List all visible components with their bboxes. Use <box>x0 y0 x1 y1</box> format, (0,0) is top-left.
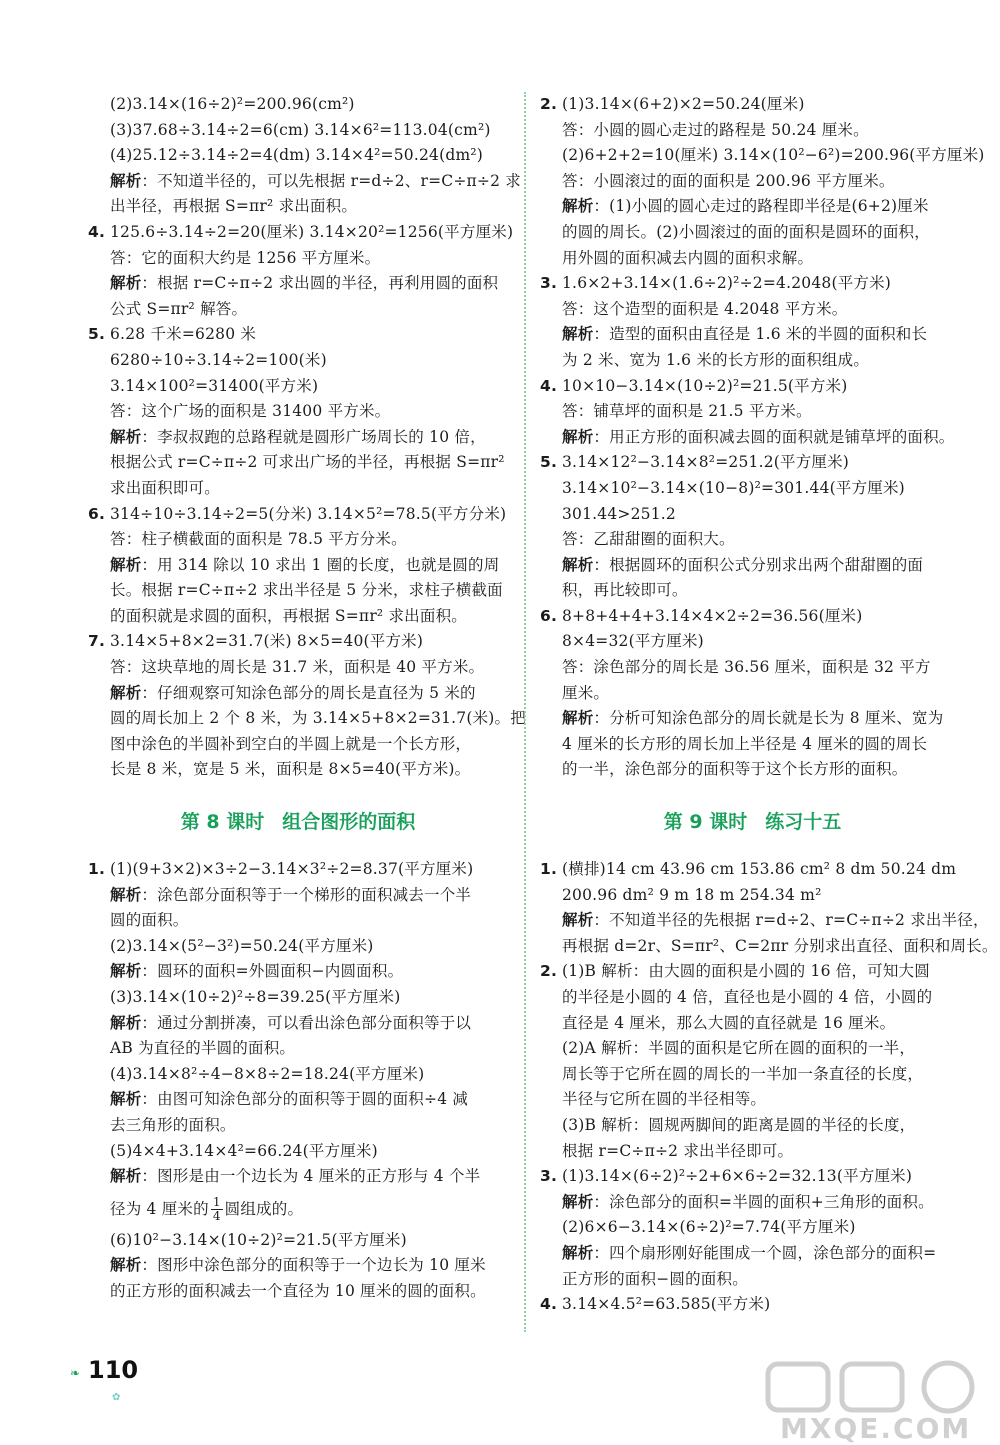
analysis-line <box>88 681 508 707</box>
fraction-line <box>88 1190 508 1228</box>
question-number: 1. <box>88 860 106 879</box>
fraction <box>211 1196 223 1223</box>
line-text: 的正方形的面积减去一个直径为 10 厘米的圆的面积。 <box>110 1281 486 1300</box>
answer-line <box>540 1267 965 1293</box>
question-line <box>88 220 514 246</box>
analysis-line <box>88 1011 508 1037</box>
line-text: ：李叔叔跑的总路程就是圆形广场周长的 10 倍， <box>141 427 486 446</box>
line-text: 直径是 4 厘米，那么大圆的直径就是 16 厘米。 <box>562 1013 896 1032</box>
answer-line <box>88 92 508 118</box>
line-text: 正方形的面积−圆的面积。 <box>562 1269 748 1288</box>
analysis-label: 解析 <box>110 1256 142 1275</box>
column-divider <box>524 92 526 1332</box>
answer-line <box>88 1139 508 1165</box>
line-text: 200.96 dm² 9 m 18 m 254.34 m² <box>562 885 822 904</box>
answer-line <box>88 374 508 400</box>
answer-line <box>540 399 965 425</box>
line-text: 的一半，涂色部分的面积等于这个长方形的面积。 <box>562 760 908 779</box>
answer-line <box>88 1062 508 1088</box>
answer-line <box>88 246 508 272</box>
line-text: (5)4×4+3.14×4²=66.24(平方厘米) <box>110 1141 378 1160</box>
line-text: (2)A 解析：半圆的面积是它所在圆的面积的一半， <box>562 1039 916 1058</box>
answer-line <box>540 169 965 195</box>
analysis-line <box>88 1253 508 1279</box>
line-text: 答：这个广场的面积是 31400 平方米。 <box>110 402 391 421</box>
line-text: 125.6÷3.14÷2=20(厘米) 3.14×20²=1256(平方厘米) <box>110 222 514 241</box>
question-line <box>540 959 965 985</box>
line-text: 3.14×10²−3.14×(10−8)²=301.44(平方厘米) <box>562 478 905 497</box>
line-text: 答：乙甜甜圈的面积大。 <box>562 530 735 549</box>
answer-line <box>540 1215 965 1241</box>
question-number: 4. <box>540 1295 558 1314</box>
line-text: 1.6×2+3.14×(1.6÷2)²÷2=4.2048(平方米) <box>562 274 892 293</box>
answer-line <box>540 1139 965 1165</box>
analysis-label: 解析 <box>110 427 142 446</box>
lesson-label: 第 8 课时 <box>180 811 265 834</box>
line-text: (3)B 解析：圆规两脚间的距离是圆的半径的长度， <box>562 1115 916 1134</box>
analysis-label: 解析 <box>562 197 594 216</box>
line-text: 根据 r=C÷π÷2 求出半径即可。 <box>562 1141 794 1160</box>
question-line <box>88 857 508 883</box>
answer-line <box>540 629 965 655</box>
answer-line <box>88 476 508 502</box>
line-text: 周长等于它所在圆的周长的一半加一条直径的长度， <box>562 1064 924 1083</box>
line-text: (2)3.14×(5²−3²)=50.24(平方厘米) <box>110 936 374 955</box>
line-text: ：(1)小圆的圆心走过的路程即半径是(6+2)厘米 <box>593 197 929 216</box>
analysis-label: 解析 <box>110 885 142 904</box>
line-text: 314÷10÷3.14÷2=5(分米) 3.14×5²=78.5(平方分米) <box>110 504 507 523</box>
answer-line <box>540 934 998 960</box>
line-text: 再根据 d=2r、S=πr²、C=2πr 分别求出直径、面积和周长。 <box>562 936 998 955</box>
analysis-line <box>88 1164 508 1190</box>
line-text: 为 2 米、宽为 1.6 米的长方形的面积组成。 <box>562 350 870 369</box>
line-text: 6.28 千米=6280 米 <box>110 325 257 344</box>
answer-line <box>540 1011 965 1037</box>
analysis-label: 解析 <box>110 555 142 574</box>
analysis-line <box>88 425 508 451</box>
answer-line <box>540 502 965 528</box>
answer-line <box>88 450 508 476</box>
line-text: ：根据圆环的面积公式分别求出两个甜甜圈的面 <box>593 555 924 574</box>
answer-line <box>88 578 508 604</box>
analysis-line <box>540 706 965 732</box>
lesson-label: 第 9 课时 <box>663 811 748 834</box>
line-text: 301.44>251.2 <box>562 504 676 523</box>
question-line <box>540 92 965 118</box>
answer-line <box>540 297 965 323</box>
line-text: ：图形中涂色部分的面积等于一个边长为 10 厘米 <box>141 1256 486 1275</box>
section-heading <box>540 797 965 847</box>
line-text: (1)3.14×(6+2)×2=50.24(厘米) <box>562 95 805 113</box>
line-text: 去三角形的面积。 <box>110 1115 236 1134</box>
answer-line <box>88 194 508 220</box>
analysis-label: 解析 <box>562 427 594 446</box>
question-number: 4. <box>540 376 558 395</box>
question-number: 3. <box>540 1167 558 1186</box>
answer-line <box>540 1087 965 1113</box>
line-text: 求出面积即可。 <box>110 478 220 497</box>
analysis-line <box>88 553 508 579</box>
line-text: ：根据 r=C÷π÷2 求出圆的半径，再利用圆的面积 <box>141 274 499 293</box>
analysis-label: 解析 <box>562 555 594 574</box>
question-number: 4. <box>88 222 106 241</box>
line-text: 圆的周长加上 2 个 8 米，为 3.14×5+8×2=31.7(米)。把 <box>110 709 526 728</box>
answer-line <box>540 527 965 553</box>
question-number: 5. <box>88 325 106 344</box>
line-text: 长是 8 米，宽是 5 米，面积是 8×5=40(平方米)。 <box>110 760 471 779</box>
answer-line <box>88 732 508 758</box>
answer-line <box>88 1279 508 1305</box>
line-text: ：用正方形的面积减去圆的面积就是铺草坪的面积。 <box>593 427 955 446</box>
analysis-label: 解析 <box>562 1192 594 1211</box>
line-text: (4)3.14×8²÷4−8×8÷2=18.24(平方厘米) <box>110 1064 425 1083</box>
answer-line <box>540 985 965 1011</box>
line-text: 答：涂色部分的周长是 36.56 厘米，面积是 32 平方 <box>562 658 931 677</box>
answer-line <box>540 220 965 246</box>
analysis-line <box>540 194 965 220</box>
analysis-label: 解析 <box>110 962 142 981</box>
analysis-line <box>540 1190 965 1216</box>
answer-line <box>540 655 965 681</box>
line-text: 答：它的面积大约是 1256 平方厘米。 <box>110 248 381 267</box>
line-text: 的圆的周长。(2)小圆滚过的面的面积是圆环的面积， <box>562 222 930 241</box>
answer-line <box>540 757 965 783</box>
answer-line <box>88 908 508 934</box>
answer-line <box>540 1062 965 1088</box>
line-text: 答：小圆滚过的面的面积是 200.96 平方厘米。 <box>562 171 895 190</box>
line-text: 图中涂色的半圆补到空白的半圆上就是一个长方形， <box>110 734 472 753</box>
question-line <box>88 322 508 348</box>
question-line <box>88 502 508 528</box>
line-text: 径为 4 厘米的 <box>110 1199 209 1218</box>
answer-line <box>540 681 965 707</box>
analysis-label: 解析 <box>110 274 142 293</box>
line-text: 的半径是小圆的 4 倍，直径也是小圆的 4 倍，小圆的 <box>562 988 933 1006</box>
question-line <box>540 1292 965 1318</box>
analysis-line <box>540 322 965 348</box>
line-text: (1)(9+3×2)×3÷2−3.14×3²÷2=8.37(平方厘米) <box>110 860 474 879</box>
line-text: ：分析可知涂色部分的周长就是长为 8 厘米、宽为 <box>593 709 944 728</box>
line-text: ：仔细观察可知涂色部分的周长是直径为 5 米的 <box>141 683 476 702</box>
line-text: ：涂色部分面积等于一个梯形的面积减去一个半 <box>141 885 472 904</box>
section-heading <box>88 797 508 847</box>
answer-line <box>540 143 985 169</box>
answer-line <box>88 399 508 425</box>
line-text: ：用 314 除以 10 求出 1 圈的长度，也就是圆的周 <box>141 555 500 574</box>
analysis-line <box>540 908 989 934</box>
question-line <box>540 271 965 297</box>
line-text: 6280÷10÷3.14÷2=100(米) <box>110 350 327 369</box>
line-text: (横排)14 cm 43.96 cm 153.86 cm² 8 dm 50.24 dm <box>562 860 957 879</box>
line-text: 3.14×4.5²=63.585(平方米) <box>562 1295 771 1314</box>
line-text: (6)10²−3.14×(10÷2)²=21.5(平方厘米) <box>110 1230 407 1249</box>
line-text: 用外圆的面积减去内圆的面积求解。 <box>562 248 814 267</box>
answer-line <box>540 883 965 909</box>
analysis-label: 解析 <box>562 709 594 728</box>
line-text: ：圆环的面积=外圆面积−内圆面积。 <box>141 962 404 981</box>
line-text: 答：柱子横截面的面积是 78.5 平方分米。 <box>110 530 407 549</box>
analysis-label: 解析 <box>110 1167 142 1186</box>
answer-line <box>540 348 965 374</box>
question-line <box>540 374 965 400</box>
analysis-line <box>540 553 965 579</box>
analysis-line <box>88 959 508 985</box>
question-number: 2. <box>540 962 558 981</box>
left-column <box>88 92 526 1305</box>
small-mark-icon: ✿ <box>112 1392 121 1403</box>
analysis-line <box>88 883 508 909</box>
answer-line <box>88 934 508 960</box>
line-text: 3.14×12²−3.14×8²=251.2(平方厘米) <box>562 453 850 472</box>
line-text: 3.14×100²=31400(平方米) <box>110 376 319 395</box>
line-text: (2)3.14×(16÷2)²=200.96(cm²) <box>110 95 355 113</box>
line-text: (2)6+2+2=10(厘米) 3.14×(10²−6²)=200.96(平方厘米) <box>562 146 985 165</box>
answer-line <box>88 527 508 553</box>
line-text: ：通过分割拼凑，可以看出涂色部分面积等于以 <box>141 1013 472 1032</box>
line-text: ：涂色部分的面积=半圆的面积+三角形的面积。 <box>593 1192 934 1211</box>
line-text: 答：这个造型的面积是 4.2048 平方米。 <box>562 299 848 318</box>
line-text: 公式 S=πr² 解答。 <box>110 299 248 318</box>
line-text: 答：铺草坪的面积是 21.5 平方米。 <box>562 402 812 421</box>
line-text: ：四个扇形刚好能围成一个圆，涂色部分的面积= <box>593 1243 937 1262</box>
line-text: AB 为直径的半圆的面积。 <box>110 1039 296 1058</box>
line-text: 圆组成的。 <box>224 1199 304 1218</box>
question-number: 7. <box>88 632 106 651</box>
line-text: (3)3.14×(10÷2)²÷8=39.25(平方厘米) <box>110 988 401 1006</box>
question-line <box>88 629 508 655</box>
answer-line <box>88 757 508 783</box>
answer-line <box>540 246 965 272</box>
analysis-label: 解析 <box>562 325 594 344</box>
answer-line <box>88 118 508 144</box>
line-text: 半径与它所在圆的半径相等。 <box>562 1090 767 1109</box>
question-number: 2. <box>540 95 558 113</box>
line-text: (2)6×6−3.14×(6÷2)²=7.74(平方厘米) <box>562 1218 856 1237</box>
answer-line <box>540 1113 965 1139</box>
lesson-title: 组合图形的面积 <box>282 811 416 834</box>
analysis-line <box>540 1241 965 1267</box>
question-line <box>540 450 965 476</box>
line-text: 答：这块草地的周长是 31.7 米，面积是 40 平方米。 <box>110 658 485 677</box>
line-text: 10×10−3.14×(10÷2)²=21.5(平方米) <box>562 376 848 395</box>
line-text: (4)25.12÷3.14÷2=4(dm) 3.14×4²=50.24(dm²) <box>110 146 484 165</box>
answer-line <box>88 297 508 323</box>
line-text: ：不知道半径的，可以先根据 r=d÷2、r=C÷π÷2 求 <box>141 171 522 190</box>
answer-line <box>88 604 508 630</box>
line-text: ：由图可知涂色部分的面积等于圆的面积÷4 减 <box>141 1090 469 1109</box>
answer-line <box>540 1036 965 1062</box>
line-text: 3.14×5+8×2=31.7(米) 8×5=40(平方米) <box>110 632 424 651</box>
line-text: 长。根据 r=C÷π÷2 求出半径是 5 分米，求柱子横截面 <box>110 581 503 600</box>
answer-line <box>88 706 526 732</box>
analysis-line <box>88 271 508 297</box>
question-number: 1. <box>540 860 558 879</box>
line-text: 出半径，再根据 S=πr² 求出面积。 <box>110 197 358 216</box>
fraction-denominator: 4 <box>212 1209 221 1224</box>
answer-line <box>88 143 508 169</box>
analysis-label: 解析 <box>562 911 594 930</box>
analysis-line <box>88 169 522 195</box>
line-text: ：图形是由一个边长为 4 厘米的正方形与 4 个半 <box>141 1167 481 1186</box>
line-text: 的面积就是求圆的面积，再根据 S=πr² 求出面积。 <box>110 606 467 625</box>
watermark-text: MXQE.COM <box>780 1412 972 1445</box>
lesson-title: 练习十五 <box>765 811 842 834</box>
answer-line <box>88 348 508 374</box>
answer-line <box>540 732 965 758</box>
question-line <box>540 604 965 630</box>
line-text: 答：小圆的圆心走过的路程是 50.24 厘米。 <box>562 120 869 139</box>
answer-line <box>540 578 965 604</box>
analysis-label: 解析 <box>562 1243 594 1262</box>
question-line <box>540 1164 965 1190</box>
line-text: ：不知道半径的先根据 r=d÷2、r=C÷π÷2 求出半径， <box>593 911 989 930</box>
analysis-line <box>88 1087 508 1113</box>
line-text: 4 厘米的长方形的周长加上半径是 4 厘米的圆的周长 <box>562 734 928 753</box>
question-number: 3. <box>540 274 558 293</box>
analysis-label: 解析 <box>110 1013 142 1032</box>
answer-line <box>88 985 508 1011</box>
answer-line <box>88 1228 508 1254</box>
line-text: 厘米。 <box>562 683 610 702</box>
line-text: (1)3.14×(6÷2)²÷2+6×6÷2=32.13(平方厘米) <box>562 1167 913 1186</box>
line-text: (3)37.68÷3.14÷2=6(cm) 3.14×6²=113.04(cm²) <box>110 120 491 139</box>
line-text: 8+8+4+4+3.14×4×2÷2=36.56(厘米) <box>562 606 863 625</box>
line-text: 圆的面积。 <box>110 911 189 930</box>
page-number: 110 <box>88 1356 139 1384</box>
analysis-label: 解析 <box>110 1090 142 1109</box>
analysis-line <box>540 425 965 451</box>
answer-line <box>540 118 965 144</box>
line-text: ：造型的面积由直径是 1.6 米的半圆的面积和长 <box>593 325 928 344</box>
answer-line <box>540 476 965 502</box>
line-text: (1)B 解析：由大圆的面积是小圆的 16 倍，可知大圆 <box>562 962 930 981</box>
fraction-numerator: 1 <box>212 1195 221 1210</box>
question-number: 6. <box>88 504 106 523</box>
right-column <box>540 92 998 1318</box>
line-text: 积，再比较即可。 <box>562 581 688 600</box>
leaf-decoration-icon: ❧ <box>70 1366 81 1380</box>
question-number: 6. <box>540 606 558 625</box>
answer-line <box>88 655 508 681</box>
analysis-label: 解析 <box>110 171 142 190</box>
line-text: 根据公式 r=C÷π÷2 可求出广场的半径，再根据 S=πr² <box>110 453 505 472</box>
question-line <box>540 857 965 883</box>
answer-line <box>88 1113 508 1139</box>
question-number: 5. <box>540 453 558 472</box>
answer-line <box>88 1036 508 1062</box>
analysis-label: 解析 <box>110 683 142 702</box>
line-text: 8×4=32(平方厘米) <box>562 632 704 651</box>
